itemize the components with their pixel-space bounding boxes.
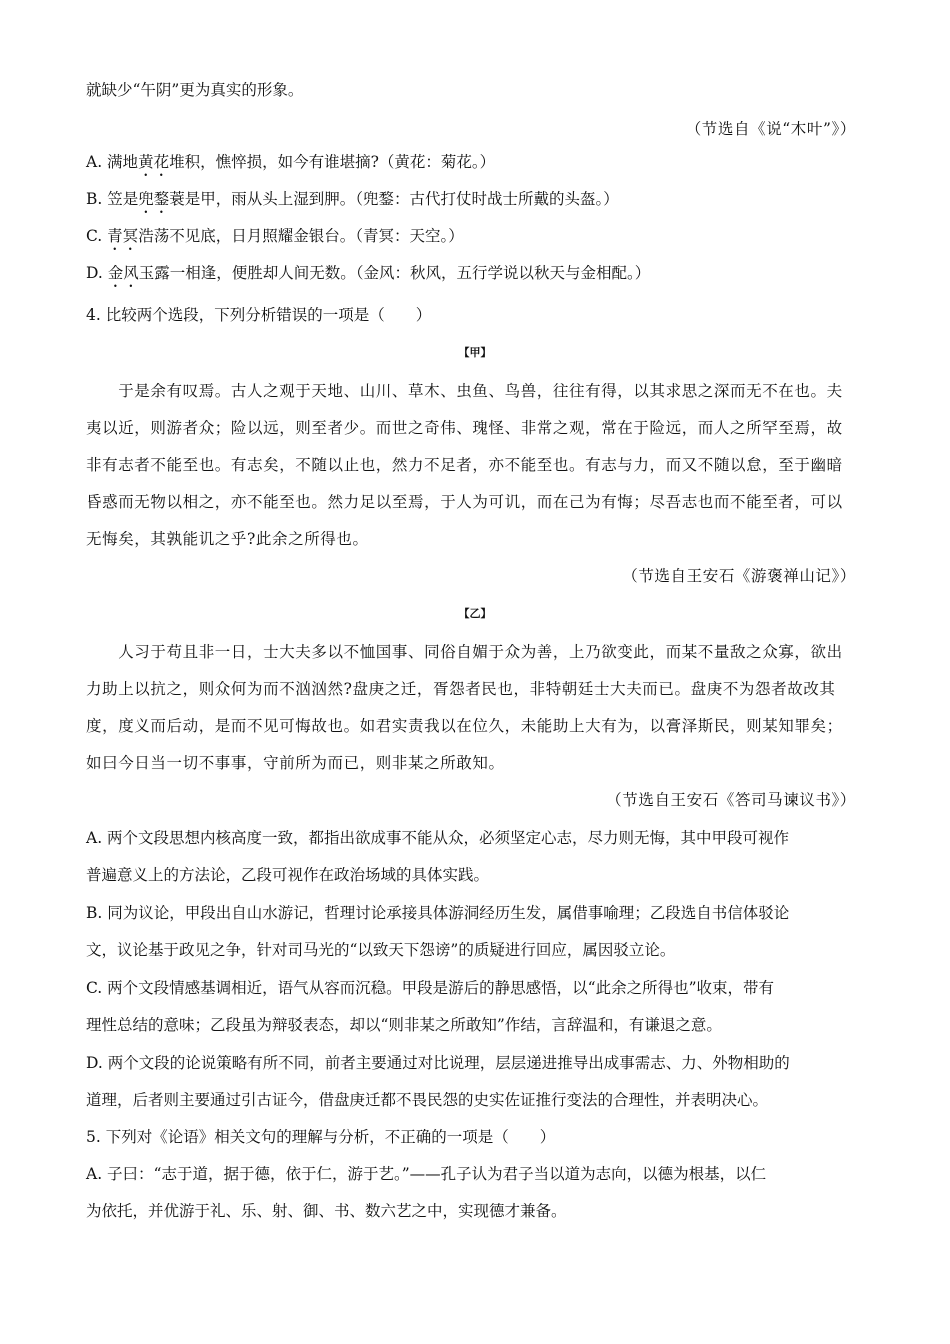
jia-line: 昏惑而无物以相之，亦不能至也。然力足以至焉，于人为可讥，而在己为有悔；尽吾志也而不能至者，可以 (86, 493, 843, 511)
q3-option-a: A. 满地黄花堆积，憔悴损，如今有谁堪摘?（黄花：菊花。） (86, 153, 496, 171)
jia-title: 【甲】 (458, 346, 492, 359)
yi-line: 力助上以抗之，则众何为而不汹汹然?盘庚之迁，胥怨者民也，非特朝廷士大夫而已。盘庚不为怨者故改其 (86, 680, 836, 698)
q5-option-a-line2: 为依托，并优游于礼、乐、射、御、书、数六艺之中，实现德才兼备。 (86, 1202, 567, 1220)
yi-title: 【乙】 (458, 607, 492, 620)
jia-line: 夷以近，则游者众；险以远，则至者少。而世之奇伟、瑰怪、非常之观，常在于险远，而人之所罕至焉，故 (86, 419, 843, 437)
jia-line: 非有志者不能至也。有志矣，不随以止也，然力不足者，亦不能至也。有志与力，而又不随以怠，至于幽暗 (86, 456, 843, 474)
q5-stem: 5. 下列对《论语》相关文句的理解与分析，不正确的一项是（ ） (86, 1128, 556, 1146)
yi-line: 如曰今日当一切不事事，守前所为而已，则非某之所敢知。 (86, 754, 505, 772)
yi-line: 人习于苟且非一日，士大夫多以不恤国事、同俗自媚于众为善，上乃欲变此，而某不量敌之众寡，欲出 (86, 643, 843, 661)
q4-option-d-line1: D. 两个文段的论说策略有所不同，前者主要通过对比说理，层层递进推导出成事需志、力、外物相助的 (86, 1054, 790, 1072)
q4-stem: 4. 比较两个选段，下列分析错误的一项是（ ） (86, 306, 432, 324)
q4-option-c-line2: 理性总结的意味；乙段虽为辩驳表态，却以“则非某之所敢知”作结，言辞温和，有谦退之意。 (86, 1016, 722, 1034)
q3-option-b: B. 笠是兜鍪蓑是甲，雨从头上湿到胛。（兜鍪：古代打仗时战士所戴的头盔。） (86, 190, 619, 208)
q4-option-b-line2: 文，议论基于政见之争，针对司马光的“以致天下怨谤”的质疑进行回应，属因驳立论。 (86, 941, 676, 959)
q4-option-b-line1: B. 同为议论，甲段出自山水游记，哲理讨论承接具体游洞经历生发，属借事喻理；乙段选自书信体驳论 (86, 904, 790, 922)
yi-line: 度，度义而后动，是而不见可悔故也。如君实责我以在位久，未能助上大有为，以膏泽斯民，则某知罪矣； (86, 717, 843, 735)
passage-continuation: 就缺少“午阴”更为真实的形象。 (86, 81, 304, 99)
q5-option-a-line1: A. 子曰：“志于道，据于德，依于仁，游于艺。”——孔子认为君子当以道为志向，以德为根基，以仁 (86, 1165, 767, 1183)
q4-option-c-line1: C. 两个文段情感基调相近，语气从容而沉稳。甲段是游后的静思感悟，以“此余之所得也”收束，带有 (86, 979, 775, 997)
q4-option-a-line1: A. 两个文段思想内核高度一致，都指出欲成事不能从众，必须坚定心志，尽力则无悔，其中甲段可视作 (86, 829, 790, 847)
q4-option-d-line2: 道理，后者则主要通过引古证今，借盘庚迁都不畏民怨的史实佐证推行变法的合理性，并表明决心。 (86, 1091, 769, 1109)
jia-source: （节选自王安石《游褒禅山记》） (622, 567, 856, 585)
q3-option-d: D. 金风玉露一相逢，便胜却人间无数。（金风：秋风，五行学说以秋天与金相配。） (86, 264, 651, 282)
passage-source: （节选自《说“木叶”》） (685, 120, 856, 138)
jia-line: 无悔矣，其孰能讥之乎?此余之所得也。 (86, 530, 369, 548)
q3-option-c: C. 青冥浩荡不见底，日月照耀金银台。（青冥：天空。） (86, 227, 464, 245)
yi-source: （节选自王安石《答司马谏议书》） (606, 791, 856, 809)
jia-line: 于是余有叹焉。古人之观于天地、山川、草木、虫鱼、鸟兽，往往有得，以其求思之深而无不在也。夫 (86, 382, 843, 400)
q4-option-a-line2: 普遍意义上的方法论，乙段可视作在政治场域的具体实践。 (86, 866, 490, 884)
